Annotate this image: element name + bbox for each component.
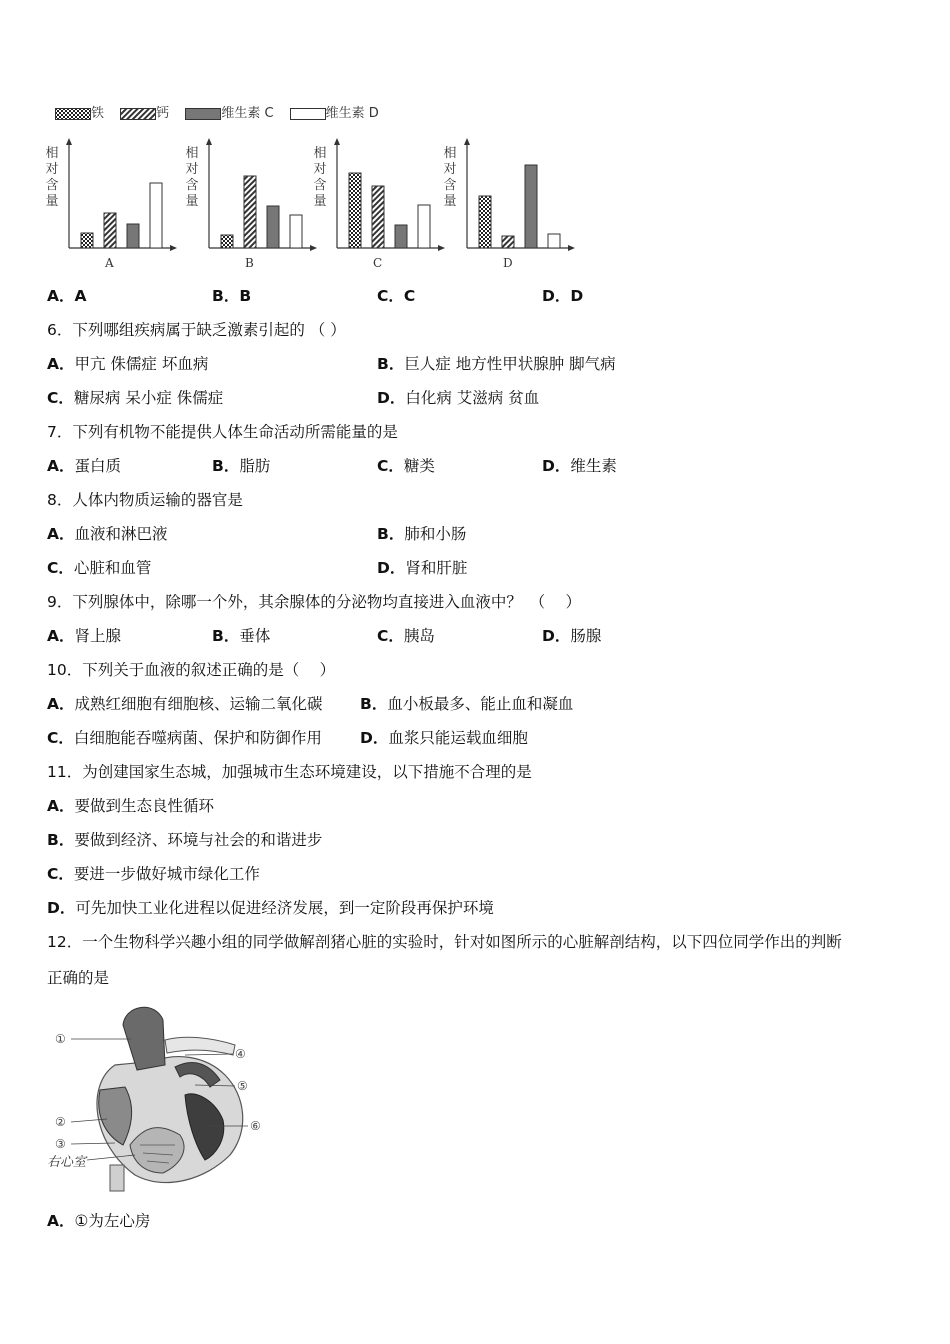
q6-option-a-label: A． [47, 355, 75, 373]
q6-option-b[interactable] [377, 354, 616, 374]
q7-stem: 7．下列有机物不能提供人体生命活动所需能量的是 [47, 423, 398, 441]
chart-d-bar-iron [479, 196, 491, 248]
chart-d-category-label: D [503, 256, 513, 270]
q9-option-a-text: 肾上腺 [74, 627, 122, 645]
chart-a [67, 136, 197, 256]
heart-label-1: ① [55, 1032, 66, 1046]
q5-option-c[interactable] [377, 286, 415, 306]
q9-option-c[interactable] [377, 626, 435, 646]
q5-option-c-label: C． [377, 287, 404, 305]
q9-option-d-label: D． [542, 627, 571, 645]
q7-option-a[interactable] [47, 456, 121, 476]
q5-option-d-label: D． [542, 287, 571, 305]
chart-d-bar-vitamin-d [548, 234, 560, 248]
q11-option-b-label: B． [47, 831, 75, 849]
chart-b-x-arrow [310, 245, 317, 251]
chart-b-ylabel: 相 对 含 量 [185, 146, 199, 209]
chart-a-x-arrow [170, 245, 177, 251]
q10-option-c-text: 白细胞能吞噬病菌、保护和防御作用 [73, 729, 322, 747]
q7-option-d-text: 维生素 [570, 457, 617, 475]
chart-a-category-label: A [105, 256, 114, 270]
legend-swatch-vitamin-d [290, 108, 326, 120]
q9-option-c-label: C． [377, 627, 404, 645]
q11-option-d-text: 可先加快工业化进程以促进经济发展，到一定阶段再保护环境 [75, 899, 494, 917]
q8-option-c[interactable] [47, 558, 151, 578]
q12-stem-line2: 正确的是 [47, 969, 110, 987]
q7-option-d-label: D． [542, 457, 571, 475]
q6-option-d[interactable] [377, 388, 539, 408]
q8-option-b[interactable] [377, 524, 466, 544]
q8-option-c-text: 心脏和血管 [73, 559, 152, 577]
chart-d-y-arrow [464, 138, 470, 145]
q6-option-b-label: B． [377, 355, 405, 373]
q10-option-a-text: 成熟红细胞有细胞核、运输二氧化碳 [74, 695, 323, 713]
q10-option-b-label: B． [360, 695, 388, 713]
legend-item-vitamin-d [290, 102, 379, 121]
q5-option-a[interactable] [47, 286, 87, 306]
q6-option-d-label: D． [377, 389, 406, 407]
heart-label-5: ⑤ [237, 1079, 248, 1093]
q8-option-a[interactable] [47, 524, 168, 544]
chart-b-bar-iron [221, 235, 233, 248]
q10-option-a-label: A． [47, 695, 75, 713]
q8-option-d-label: D． [377, 559, 406, 577]
legend-item-iron [55, 102, 104, 121]
q9-option-a[interactable] [47, 626, 121, 646]
legend-label-vitamin-d: 维生素 D [325, 106, 379, 121]
legend-swatch-calcium [120, 108, 156, 120]
legend-label-calcium: 钙 [156, 106, 170, 121]
legend-swatch-iron [55, 108, 91, 120]
chart-c-category-label: C [373, 256, 383, 270]
q11-option-d[interactable] [47, 898, 494, 918]
q9-option-a-label: A． [47, 627, 75, 645]
legend-label-vitamin-c: 维生素 C [221, 106, 274, 121]
chart-b-y-arrow [206, 138, 212, 145]
q11-option-d-label: D． [47, 899, 76, 917]
q6-option-b-text: 巨人症 地方性甲状腺肿 脚气病 [404, 355, 616, 373]
q9-option-b[interactable] [212, 626, 270, 646]
q10-option-b-text: 血小板最多、能止血和凝血 [387, 695, 574, 713]
q5-option-d[interactable] [542, 286, 583, 306]
heart-label-2: ② [55, 1115, 66, 1129]
heart-label-3: ③ [55, 1137, 66, 1151]
chart-d-bar-vitamin-c [525, 165, 537, 248]
q8-stem: 8．人体内物质运输的器官是 [47, 491, 243, 509]
chart-a-bar-iron [81, 233, 93, 248]
q12-option-a-label: A． [47, 1212, 75, 1230]
q12-stem-line1: 12．一个生物科学兴趣小组的同学做解剖猪心脏的实验时，针对如图所示的心脏解剖结构，以下四位同学作出的判断 [47, 933, 842, 951]
q7-option-c[interactable] [377, 456, 435, 476]
chart-c-bar-calcium [372, 186, 384, 248]
q9-option-b-label: B． [212, 627, 240, 645]
chart-d-bar-calcium [502, 236, 514, 248]
q12-option-a[interactable] [47, 1211, 150, 1231]
q8-option-c-label: C． [47, 559, 74, 577]
q6-option-d-text: 白化病 艾滋病 贫血 [405, 389, 540, 407]
q10-option-a[interactable] [47, 694, 323, 714]
q6-option-a-text: 甲亢 侏儒症 坏血病 [74, 355, 209, 373]
chart-c-bar-iron [349, 173, 361, 248]
q7-option-a-label: A． [47, 457, 75, 475]
q10-option-d-label: D． [360, 729, 389, 747]
q8-option-b-text: 肺和小肠 [404, 525, 467, 543]
q11-option-b[interactable] [47, 830, 322, 850]
q5-option-c-text: C [403, 287, 416, 305]
chart-c-y-arrow [334, 138, 340, 145]
legend-label-iron: 铁 [91, 106, 105, 121]
q11-option-b-text: 要做到经济、环境与社会的和谐进步 [74, 831, 323, 849]
chart-b-bar-vitamin-c [267, 206, 279, 248]
q10-option-d[interactable] [360, 728, 528, 748]
q11-option-a-text: 要做到生态良性循环 [74, 797, 215, 815]
chart-d [465, 136, 595, 256]
q5-option-b-text: B [239, 287, 252, 305]
legend-item-calcium [120, 102, 169, 121]
chart-a-y-arrow [66, 138, 72, 145]
chart-c-x-arrow [438, 245, 445, 251]
chart-b-category-label: B [245, 256, 254, 270]
legend-item-vitamin-c [185, 102, 273, 121]
q9-option-d[interactable] [542, 626, 601, 646]
heart-label-right-ventricle: 右心室 [47, 1155, 87, 1170]
chart-c-bar-vitamin-c [395, 225, 407, 248]
chart-a-bar-vitamin-d [150, 183, 162, 248]
q10-option-c-label: C． [47, 729, 74, 747]
q6-option-c-text: 糖尿病 呆小症 侏儒症 [73, 389, 224, 407]
q7-option-d[interactable] [542, 456, 617, 476]
chart-b-bar-vitamin-d [290, 215, 302, 248]
chart-a-bar-calcium [104, 213, 116, 248]
q7-option-b-label: B． [212, 457, 240, 475]
q9-option-b-text: 垂体 [239, 627, 271, 645]
q11-option-a-label: A． [47, 797, 75, 815]
q7-option-b-text: 脂肪 [239, 457, 271, 475]
q8-option-d[interactable] [377, 558, 467, 578]
q7-option-c-text: 糖类 [403, 457, 435, 475]
q6-option-a[interactable] [47, 354, 208, 374]
q11-option-c-label: C． [47, 865, 74, 883]
chart-c-bar-vitamin-d [418, 205, 430, 248]
q6-option-c-label: C． [47, 389, 74, 407]
q10-stem: 10．下列关于血液的叙述正确的是（ ） [47, 661, 336, 679]
q11-option-c[interactable] [47, 864, 260, 884]
q8-option-b-label: B． [377, 525, 405, 543]
q5-option-b[interactable] [212, 286, 251, 306]
chart-a-ylabel: 相 对 含 量 [45, 146, 59, 209]
chart-b-bar-calcium [244, 176, 256, 248]
chart-a-bar-vitamin-c [127, 224, 139, 248]
q10-option-d-text: 血浆只能运载血细胞 [388, 729, 528, 747]
chart-d-ylabel: 相 对 含 量 [443, 146, 457, 209]
chart-d-x-arrow [568, 245, 575, 251]
q5-option-a-text: A [74, 287, 87, 305]
q12-option-a-text: ①为左心房 [74, 1212, 151, 1230]
q11-option-c-text: 要进一步做好城市绿化工作 [73, 865, 260, 883]
q10-option-b[interactable] [360, 694, 573, 714]
q9-option-d-text: 肠腺 [570, 627, 602, 645]
q5-option-a-label: A． [47, 287, 75, 305]
q8-option-a-text: 血液和淋巴液 [74, 525, 168, 543]
q9-stem: 9．下列腺体中，除哪一个外，其余腺体的分泌物均直接进入血液中？ （ ） [47, 593, 582, 611]
q7-option-a-text: 蛋白质 [74, 457, 122, 475]
q7-option-b[interactable] [212, 456, 270, 476]
chart-c-ylabel: 相 对 含 量 [313, 146, 327, 209]
heart-diagram [45, 995, 275, 1195]
q6-stem: 6．下列哪组疾病属于缺乏激素引起的 （ ） [47, 321, 346, 339]
q5-option-d-text: D [570, 287, 584, 305]
q6-option-c[interactable] [47, 388, 223, 408]
q8-option-a-label: A． [47, 525, 75, 543]
q11-option-a[interactable] [47, 796, 214, 816]
heart-label-4: ④ [235, 1047, 246, 1061]
q10-option-c[interactable] [47, 728, 322, 748]
heart-label-6: ⑥ [250, 1119, 261, 1133]
q9-option-c-text: 胰岛 [403, 627, 435, 645]
q5-option-b-label: B． [212, 287, 240, 305]
q8-option-d-text: 肾和肝脏 [405, 559, 468, 577]
chart-legend [55, 102, 391, 120]
q7-option-c-label: C． [377, 457, 404, 475]
q11-stem: 11．为创建国家生态城，加强城市生态环境建设，以下措施不合理的是 [47, 763, 532, 781]
legend-swatch-vitamin-c [185, 108, 221, 120]
